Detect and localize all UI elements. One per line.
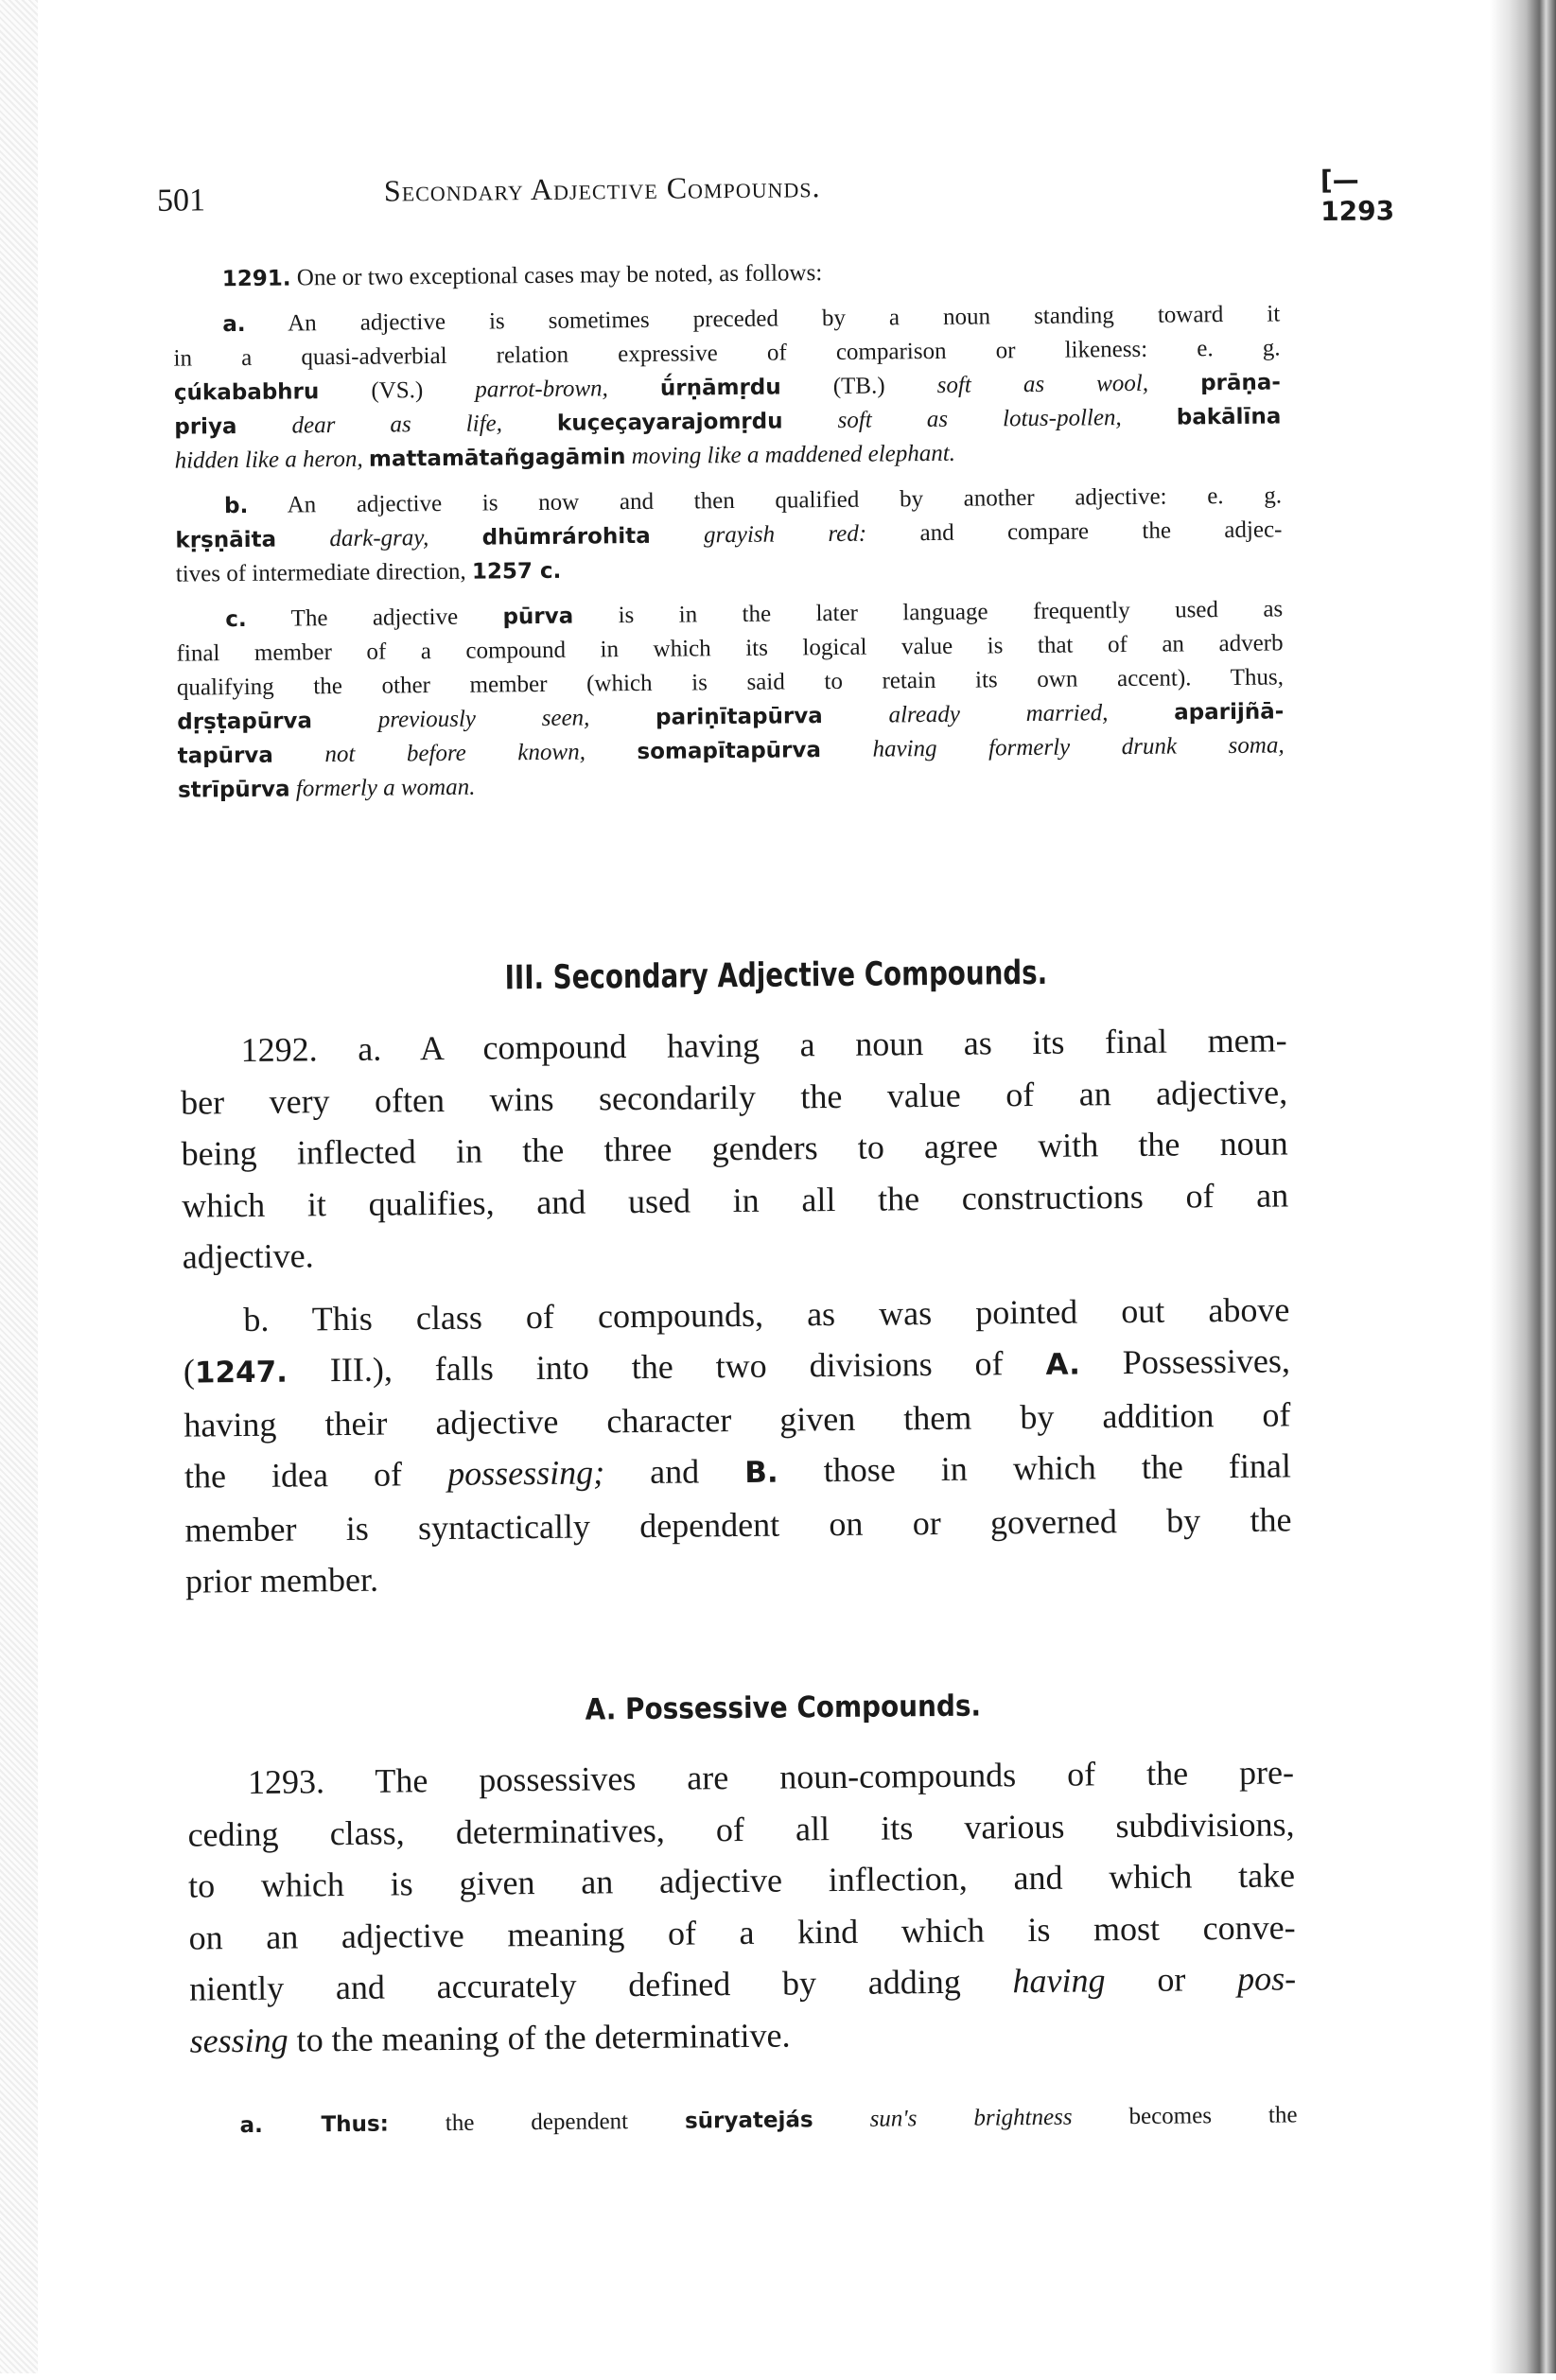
bold-term: kṛṣṇāita <box>175 527 277 553</box>
text-run: final member of a compound in which its logical value is that of an adverb <box>176 630 1284 667</box>
text-run: 1292. a. A compound having a noun as its final mem- <box>240 1021 1287 1070</box>
italic-gloss: not before known, <box>324 739 586 768</box>
text-run: (TB.) <box>780 372 937 400</box>
text-run <box>823 702 889 728</box>
text-run <box>651 522 705 549</box>
text-run: III.), falls into the two divisions of <box>287 1343 1046 1390</box>
bold-term: 1247. <box>194 1355 288 1391</box>
text-line <box>190 2098 1297 2143</box>
paragraph <box>187 1746 1297 2066</box>
paragraph <box>173 252 1280 296</box>
text-line <box>184 1335 1290 1399</box>
italic-gloss: possessing; <box>446 1453 605 1493</box>
bold-term: c. <box>225 606 247 633</box>
subsection-heading: A. Possessive Compounds. <box>585 1689 982 1727</box>
text-run: and compare the adjec- <box>866 516 1283 547</box>
bold-term: priya <box>174 414 237 440</box>
paragraph <box>175 479 1283 591</box>
text-run <box>821 737 873 763</box>
italic-gloss: hidden like a heron, <box>174 446 363 474</box>
bold-term: dhūmrárohita <box>481 523 651 551</box>
text-run <box>586 739 638 765</box>
text-run: prior member. <box>184 1560 379 1601</box>
text-run: An adjective is sometimes preceded by a noun standing toward it <box>245 301 1281 337</box>
text-run: being inflected in the three genders to agree with the noun <box>181 1124 1288 1173</box>
bold-term: a. Thus: <box>239 2111 389 2139</box>
italic-gloss: parrot-brown, <box>475 376 608 403</box>
text-run: One or two exceptional cases may be noted, as follows: <box>290 260 823 291</box>
text-run: is in the later language frequently used as <box>573 596 1284 629</box>
text-run <box>236 412 291 439</box>
text-line <box>182 1220 1288 1283</box>
section-1291 <box>173 252 1285 807</box>
paragraph <box>183 1284 1292 1607</box>
text-run: the idea of <box>184 1454 448 1496</box>
text-line <box>184 1440 1291 1504</box>
bold-term: pariṇītapūrva <box>655 704 823 730</box>
italic-gloss: formerly a woman. <box>295 774 476 802</box>
italic-gloss: having formerly drunk soma, <box>872 732 1285 762</box>
text-run <box>502 411 557 437</box>
section-1293 <box>187 1746 1297 2066</box>
text-line <box>185 1545 1292 1607</box>
text-line <box>182 1169 1288 1232</box>
italic-gloss: soft as wool, <box>936 370 1149 398</box>
text-run: 1293. The possessives are noun-compounds of the pre- <box>247 1753 1295 1801</box>
text-run: or <box>1105 1959 1238 2000</box>
text-line <box>184 1494 1291 1556</box>
text-run <box>1148 370 1200 396</box>
text-run <box>589 705 656 731</box>
text-run: on an adjective meaning of a kind which is most conve- <box>188 1907 1296 1957</box>
bold-term: prāṇa- <box>1200 370 1282 396</box>
text-run: tives of intermediate direction, <box>175 558 473 587</box>
bold-term: somapītapūrva <box>637 738 822 765</box>
page-number: 501 <box>156 183 206 219</box>
text-run <box>608 376 660 402</box>
section-1292 <box>180 1014 1292 1607</box>
italic-gloss: previously seen, <box>377 705 590 733</box>
text-run: The adjective <box>246 604 503 632</box>
bold-term: dṛṣṭapūrva <box>177 709 313 735</box>
text-run: niently and accurately defined by adding <box>188 1962 1013 2008</box>
text-run: An adjective is now and then qualified by another adjective: e. g. <box>248 482 1283 518</box>
bold-term: tapūrva <box>177 743 273 769</box>
bold-term: çúkababhru <box>173 379 320 406</box>
text-run: to the meaning of the determinative. <box>288 2016 791 2059</box>
text-run <box>273 742 325 768</box>
text-run: b. This class of compounds, as was pointed out above <box>243 1289 1290 1339</box>
text-run: Possessives, <box>1079 1341 1291 1382</box>
running-header <box>156 164 1395 228</box>
text-run <box>1122 405 1177 431</box>
text-run <box>782 408 837 434</box>
text-line <box>189 2004 1296 2067</box>
italic-gloss: sessing <box>189 2021 288 2060</box>
text-run <box>312 708 378 734</box>
bold-term: aparijñā- <box>1174 699 1285 726</box>
text-run: in a quasi-adverbial relation expressive of comparison or likeness: e. g. <box>173 335 1281 372</box>
text-run: becomes the <box>1072 2102 1298 2130</box>
text-run: ceding class, determinatives, of all its various subdivisions, <box>187 1804 1295 1854</box>
paragraph <box>180 1014 1289 1283</box>
running-title: Secondary Adjective Compounds. <box>383 169 821 208</box>
italic-gloss: dear as life, <box>291 411 503 439</box>
italic-gloss: having <box>1012 1961 1106 2001</box>
text-run: adjective. <box>182 1236 314 1276</box>
text-run <box>813 2107 870 2133</box>
text-run <box>1108 700 1174 726</box>
italic-gloss: sun's brightness <box>869 2104 1073 2132</box>
bold-term: 1257 c. <box>471 558 562 585</box>
bold-term: B. <box>744 1455 778 1490</box>
bold-term: A. <box>1045 1347 1081 1382</box>
italic-gloss: pos- <box>1236 1959 1297 1998</box>
italic-gloss: already married, <box>888 700 1109 728</box>
section-heading: III. Secondary Adjective Compounds. <box>504 954 1048 998</box>
bold-term: a. <box>222 311 246 338</box>
text-run: ( <box>183 1352 196 1391</box>
text-run: member is syntactically dependent on or governed by the <box>184 1499 1292 1549</box>
bold-term: strīpūrva <box>177 777 290 803</box>
italic-gloss: soft as lotus-pollen, <box>837 405 1122 433</box>
bold-term: b. <box>223 493 249 519</box>
text-run: ber very often wins secondarily the value of an adjective, <box>180 1072 1288 1122</box>
italic-gloss: moving like a maddened elephant. <box>631 440 956 470</box>
section-reference: [—1293 <box>1320 164 1395 228</box>
paragraph <box>173 297 1282 478</box>
text-run: to which is given an adjective inflection, and which take <box>187 1856 1296 1905</box>
italic-gloss: grayish red: <box>703 520 867 549</box>
text-run: and <box>603 1451 745 1492</box>
paragraph <box>190 2098 1297 2143</box>
text-run: having their adjective character given them by addition of <box>184 1394 1291 1444</box>
text-run: which it qualifies, and used in all the constructions of an <box>182 1175 1289 1225</box>
bold-term: kuçeçayarajomṛdu <box>556 409 783 436</box>
paragraph <box>176 592 1285 807</box>
bold-term: pūrva <box>502 604 574 630</box>
section-1293a <box>190 2098 1297 2143</box>
italic-gloss: dark-gray, <box>329 525 429 552</box>
text-run: qualifying the other member (which is said to retain its own accent). Thus, <box>176 664 1285 701</box>
text-run: those in which the final <box>778 1446 1292 1490</box>
bold-term: ū́rṇāmṛdu <box>659 375 781 401</box>
bold-term: 1291. <box>221 266 291 292</box>
text-run: the dependent <box>388 2108 686 2137</box>
text-line <box>189 1952 1296 2015</box>
bold-term: sūryatejás <box>684 2108 813 2134</box>
text-run: (VS.) <box>319 376 476 405</box>
bold-term: mattamātañgagāmin <box>368 445 626 472</box>
text-run <box>276 526 330 552</box>
text-run <box>428 525 482 551</box>
text-line <box>173 252 1280 296</box>
bold-term: bakālīna <box>1176 404 1282 430</box>
